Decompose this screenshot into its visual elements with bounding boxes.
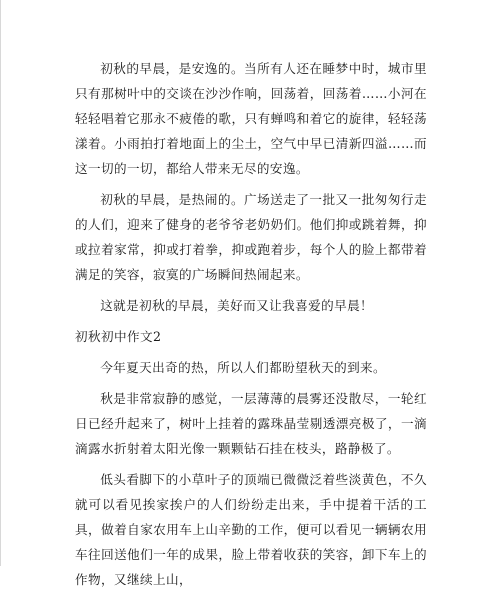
paragraph-5: 秋是非常寂静的感觉，一层薄薄的晨雾还没散尽，一轮红日已经升起来了，树叶上挂着的露珠晶莹剔透漂亮极了，一滴滴露水折射着太阳光像一颗颗钻石挂在枝头，路静极了。 <box>75 391 427 456</box>
paragraph-3: 这就是初秋的早晨，美好而又让我喜爱的早晨！ <box>100 298 374 313</box>
paragraph-4: 今年夏天出奇的热，所以人们都盼望秋天的到来。 <box>100 360 387 375</box>
paragraph-1: 初秋的早晨，是安逸的。当所有人还在睡梦中时，城市里只有那树叶中的交谈在沙沙作响，回荡着，回荡着……小河在轻轻唱着它那永不疲倦的歌，只有蝉鸣和着它的旋律，轻轻荡漾着。小雨拍打着地面上的尘土，空气中早已清新四溢……而这一切的一切，都给人带来无尽的安逸。 <box>75 61 427 176</box>
document-body <box>75 56 427 598</box>
paragraph-6: 低头看脚下的小草叶子的顶端已微微泛着些淡黄色，不久就可以看见挨家挨户的人们纷纷走出来，手中提着干活的工具，做着自家农用车上山辛勤的工作，便可以看见一辆辆农用车往回送他们一年的成果，脸上带着收获的笑容，卸下车上的作物，又继续上山， <box>75 472 427 587</box>
section-heading: 初秋初中作文2 <box>75 329 162 344</box>
paragraph-2: 初秋的早晨，是热闹的。广场送走了一批又一批匆匆行走的人们，迎来了健身的老爷爷老奶奶们。他们抑或跳着舞，抑或拉着家常，抑或打着拳，抑或跑着步，每个人的脸上都带着满足的笑容，寂寞的广场瞬间热闹起来。 <box>75 192 427 282</box>
